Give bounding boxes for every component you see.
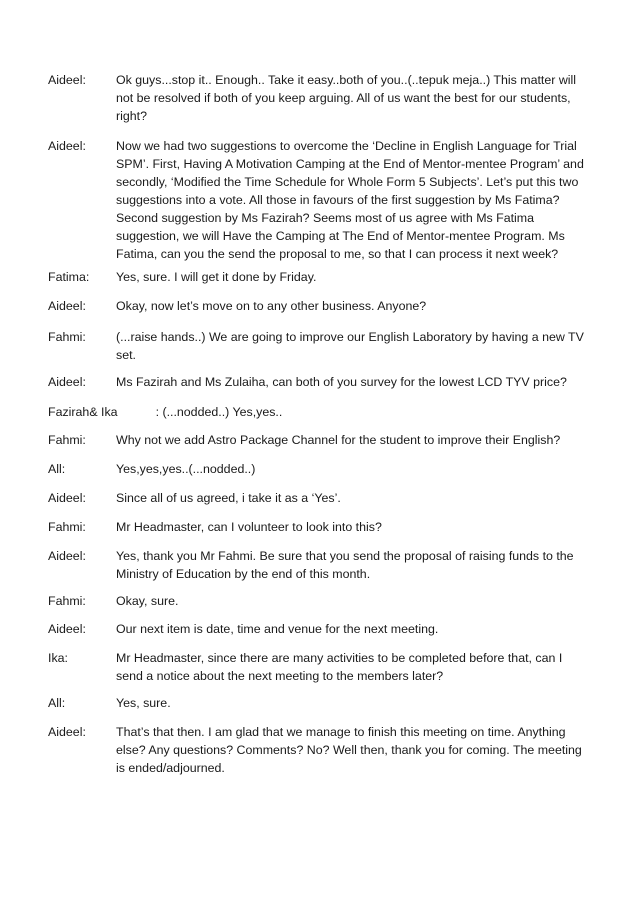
dialogue-line: suggestions into a vote. All those in favours of the first suggestion by Ms Fatima? <box>116 193 560 207</box>
speaker-name: Aideel: <box>48 549 86 563</box>
dialogue-text <box>116 649 608 685</box>
dialogue-text <box>116 297 608 315</box>
speaker-name: All: <box>48 696 66 710</box>
speaker-name: Ika: <box>48 651 68 665</box>
dialogue-line: Mr Headmaster, since there are many activities to be completed before that, can I <box>116 651 563 665</box>
speaker-name: Aideel: <box>48 139 86 153</box>
dialogue-entry <box>48 592 608 610</box>
dialogue-entry <box>48 431 608 449</box>
dialogue-line: Yes, sure. I will get it done by Friday. <box>116 270 317 284</box>
dialogue-entry <box>48 137 608 263</box>
dialogue-text <box>116 431 608 449</box>
speaker-name: Aideel: <box>48 299 86 313</box>
dialogue-text <box>116 547 608 583</box>
dialogue-line: Now we had two suggestions to overcome the ‘Decline in English Language for Trial <box>116 139 577 153</box>
dialogue-text <box>116 137 608 263</box>
dialogue-line: Yes, thank you Mr Fahmi. Be sure that you send the proposal of raising funds to the <box>116 549 574 563</box>
dialogue-line: secondly, ‘Modified the Time Schedule for Whole Form 5 Subjects’. Let’s put this two <box>116 175 579 189</box>
dialogue-text <box>116 518 608 536</box>
dialogue-entry <box>48 620 608 638</box>
dialogue-line: Ok guys...stop it.. Enough.. Take it easy..both of you..(..tepuk meja..) This matter will <box>116 73 577 87</box>
speaker-name: Fatima: <box>48 270 90 284</box>
dialogue-line: else? Any questions? Comments? No? Well then, thank you for coming. The meeting <box>116 743 582 757</box>
dialogue-line: (...raise hands..) We are going to improve our English Laboratory by having a new TV <box>116 330 584 344</box>
dialogue-line: Fatima, can you the send the proposal to me, so that I can process it next week? <box>116 247 559 261</box>
dialogue-entry <box>48 268 608 286</box>
dialogue-line: Yes,yes,yes..(...nodded..) <box>116 462 256 476</box>
dialogue-text <box>116 489 608 507</box>
dialogue-line: Okay, now let’s move on to any other business. Anyone? <box>116 299 427 313</box>
dialogue-line: Our next item is date, time and venue for the next meeting. <box>116 622 439 636</box>
dialogue-entry <box>48 518 608 536</box>
speaker-name: All: <box>48 462 66 476</box>
dialogue-line: Since all of us agreed, i take it as a ‘Yes’. <box>116 491 341 505</box>
dialogue-entry <box>48 71 608 125</box>
speaker-name: Fahmi: <box>48 520 86 534</box>
speaker-name: Aideel: <box>48 491 86 505</box>
dialogue-entry <box>48 489 608 507</box>
speaker-name: Aideel: <box>48 375 86 389</box>
dialogue-entry <box>48 547 608 583</box>
dialogue-line: Ministry of Education by the end of this month. <box>116 567 371 581</box>
dialogue-entry <box>48 694 608 712</box>
dialogue-entry <box>48 297 608 315</box>
dialogue-entry <box>48 460 608 478</box>
dialogue-line: Second suggestion by Ms Fazirah? Seems most of us agree with Ms Fatima <box>116 211 535 225</box>
dialogue-entry <box>48 328 608 364</box>
dialogue-line: : (...nodded..) Yes,yes.. <box>155 405 283 419</box>
dialogue-entry <box>48 373 608 391</box>
dialogue-line: Why not we add Astro Package Channel for the student to improve their English? <box>116 433 561 447</box>
dialogue-line: Mr Headmaster, can I volunteer to look into this? <box>116 520 382 534</box>
dialogue-line: right? <box>116 109 147 123</box>
dialogue-line: set. <box>116 348 136 362</box>
dialogue-text <box>116 328 608 364</box>
dialogue-text <box>116 268 608 286</box>
speaker-name: Fazirah& Ika <box>48 405 118 419</box>
dialogue-entry <box>48 403 608 421</box>
dialogue-line: That’s that then. I am glad that we manage to finish this meeting on time. Anything <box>116 725 566 739</box>
dialogue-line: Okay, sure. <box>116 594 179 608</box>
dialogue-text <box>116 694 608 712</box>
speaker-name: Aideel: <box>48 622 86 636</box>
dialogue-text <box>116 373 608 391</box>
dialogue-line: Ms Fazirah and Ms Zulaiha, can both of you survey for the lowest LCD TYV price? <box>116 375 567 389</box>
dialogue-line: send a notice about the next meeting to the members later? <box>116 669 444 683</box>
dialogue-entry <box>48 723 608 777</box>
speaker-name: Fahmi: <box>48 433 86 447</box>
dialogue-entry <box>48 649 608 685</box>
dialogue-line: SPM’. First, Having A Motivation Camping at the End of Mentor-mentee Program’ and <box>116 157 584 171</box>
speaker-name: Aideel: <box>48 725 86 739</box>
dialogue-text <box>116 460 608 478</box>
dialogue-text <box>116 620 608 638</box>
dialogue-line: Yes, sure. <box>116 696 171 710</box>
speaker-name: Aideel: <box>48 73 86 87</box>
dialogue-line: suggestion, we will Have the Camping at The End of Mentor-mentee Program. Ms <box>116 229 565 243</box>
speaker-name: Fahmi: <box>48 594 86 608</box>
speaker-name: Fahmi: <box>48 330 86 344</box>
dialogue-text <box>156 403 608 421</box>
dialogue-line: not be resolved if both of you keep arguing. All of us want the best for our students, <box>116 91 571 105</box>
dialogue-text <box>116 592 608 610</box>
dialogue-text <box>116 723 608 777</box>
dialogue-text <box>116 71 608 125</box>
dialogue-line: is ended/adjourned. <box>116 761 225 775</box>
